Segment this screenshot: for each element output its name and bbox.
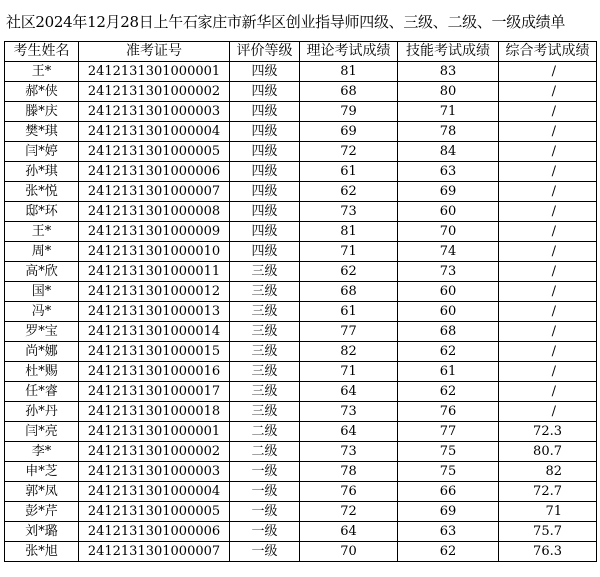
table-row xyxy=(5,322,597,342)
table-row xyxy=(5,502,597,522)
table-row xyxy=(5,182,597,202)
level-cell: 一级 xyxy=(230,482,300,502)
table-row xyxy=(5,262,597,282)
theory-score-cell: 72 xyxy=(300,142,398,162)
level-cell: 三级 xyxy=(230,322,300,342)
skill-score-cell: 69 xyxy=(398,182,499,202)
exam-id-cell: 2412131301000016 xyxy=(79,362,230,382)
comprehensive-score-cell: 82 xyxy=(499,462,597,482)
skill-score-cell: 78 xyxy=(398,122,499,142)
exam-id-cell: 2412131301000002 xyxy=(79,82,230,102)
level-cell: 四级 xyxy=(230,222,300,242)
comprehensive-score-cell: 80.7 xyxy=(499,442,597,462)
header-level: 评价等级 xyxy=(230,42,300,62)
exam-id-cell: 2412131301000014 xyxy=(79,322,230,342)
comprehensive-score-cell: / xyxy=(499,102,597,122)
exam-id-cell: 2412131301000007 xyxy=(79,182,230,202)
candidate-name-cell: 孙*琪 xyxy=(5,162,79,182)
level-cell: 四级 xyxy=(230,102,300,122)
skill-score-cell: 61 xyxy=(398,362,499,382)
candidate-name-cell: 闫*婷 xyxy=(5,142,79,162)
theory-score-cell: 81 xyxy=(300,62,398,82)
skill-score-cell: 62 xyxy=(398,342,499,362)
comprehensive-score-cell: 76.3 xyxy=(499,542,597,562)
table-body xyxy=(5,62,597,562)
level-cell: 三级 xyxy=(230,362,300,382)
table-row xyxy=(5,82,597,102)
theory-score-cell: 76 xyxy=(300,482,398,502)
exam-id-cell: 2412131301000018 xyxy=(79,402,230,422)
candidate-name-cell: 国* xyxy=(5,282,79,302)
level-cell: 一级 xyxy=(230,522,300,542)
candidate-name-cell: 孙*丹 xyxy=(5,402,79,422)
skill-score-cell: 80 xyxy=(398,82,499,102)
exam-id-cell: 2412131301000006 xyxy=(79,522,230,542)
level-cell: 三级 xyxy=(230,402,300,422)
level-cell: 三级 xyxy=(230,342,300,362)
theory-score-cell: 69 xyxy=(300,122,398,142)
exam-id-cell: 2412131301000012 xyxy=(79,282,230,302)
table-row xyxy=(5,122,597,142)
skill-score-cell: 69 xyxy=(398,502,499,522)
comprehensive-score-cell: / xyxy=(499,162,597,182)
candidate-name-cell: 滕*庆 xyxy=(5,102,79,122)
theory-score-cell: 68 xyxy=(300,282,398,302)
level-cell: 四级 xyxy=(230,142,300,162)
level-cell: 三级 xyxy=(230,302,300,322)
score-sheet xyxy=(4,4,596,562)
candidate-name-cell: 罗*宝 xyxy=(5,322,79,342)
level-cell: 四级 xyxy=(230,82,300,102)
table-row xyxy=(5,382,597,402)
candidate-name-cell: 任*睿 xyxy=(5,382,79,402)
table-row xyxy=(5,302,597,322)
candidate-name-cell: 张*旭 xyxy=(5,542,79,562)
comprehensive-score-cell: 75.7 xyxy=(499,522,597,542)
table-row xyxy=(5,522,597,542)
skill-score-cell: 74 xyxy=(398,242,499,262)
theory-score-cell: 73 xyxy=(300,202,398,222)
level-cell: 三级 xyxy=(230,262,300,282)
table-row xyxy=(5,202,597,222)
comprehensive-score-cell: / xyxy=(499,402,597,422)
skill-score-cell: 68 xyxy=(398,322,499,342)
skill-score-cell: 84 xyxy=(398,142,499,162)
skill-score-cell: 66 xyxy=(398,482,499,502)
comprehensive-score-cell: / xyxy=(499,302,597,322)
theory-score-cell: 64 xyxy=(300,522,398,542)
candidate-name-cell: 郝*侠 xyxy=(5,82,79,102)
comprehensive-score-cell: / xyxy=(499,242,597,262)
exam-id-cell: 2412131301000013 xyxy=(79,302,230,322)
comprehensive-score-cell: / xyxy=(499,282,597,302)
theory-score-cell: 79 xyxy=(300,102,398,122)
candidate-name-cell: 闫*亮 xyxy=(5,422,79,442)
table-row xyxy=(5,362,597,382)
exam-id-cell: 2412131301000001 xyxy=(79,422,230,442)
exam-id-cell: 2412131301000002 xyxy=(79,442,230,462)
exam-id-cell: 2412131301000005 xyxy=(79,502,230,522)
theory-score-cell: 62 xyxy=(300,182,398,202)
candidate-name-cell: 邸*环 xyxy=(5,202,79,222)
theory-score-cell: 77 xyxy=(300,322,398,342)
skill-score-cell: 62 xyxy=(398,542,499,562)
level-cell: 四级 xyxy=(230,162,300,182)
theory-score-cell: 73 xyxy=(300,442,398,462)
table-row xyxy=(5,482,597,502)
candidate-name-cell: 王* xyxy=(5,222,79,242)
table-row xyxy=(5,442,597,462)
level-cell: 四级 xyxy=(230,202,300,222)
exam-id-cell: 2412131301000006 xyxy=(79,162,230,182)
level-cell: 四级 xyxy=(230,182,300,202)
theory-score-cell: 61 xyxy=(300,302,398,322)
exam-id-cell: 2412131301000004 xyxy=(79,482,230,502)
comprehensive-score-cell: / xyxy=(499,262,597,282)
exam-id-cell: 2412131301000007 xyxy=(79,542,230,562)
table-row xyxy=(5,222,597,242)
theory-score-cell: 81 xyxy=(300,222,398,242)
candidate-name-cell: 彭*芹 xyxy=(5,502,79,522)
candidate-name-cell: 杜*赐 xyxy=(5,362,79,382)
skill-score-cell: 63 xyxy=(398,522,499,542)
exam-id-cell: 2412131301000017 xyxy=(79,382,230,402)
skill-score-cell: 75 xyxy=(398,462,499,482)
skill-score-cell: 71 xyxy=(398,102,499,122)
candidate-name-cell: 李* xyxy=(5,442,79,462)
skill-score-cell: 62 xyxy=(398,382,499,402)
skill-score-cell: 63 xyxy=(398,162,499,182)
table-row xyxy=(5,142,597,162)
candidate-name-cell: 申*芝 xyxy=(5,462,79,482)
sheet-title: 社区2024年12月28日上午石家庄市新华区创业指导师四级、三级、二级、一级成绩单 xyxy=(6,13,566,31)
theory-score-cell: 64 xyxy=(300,382,398,402)
skill-score-cell: 60 xyxy=(398,302,499,322)
candidate-name-cell: 郭*凤 xyxy=(5,482,79,502)
header-skill-score: 技能考试成绩 xyxy=(398,42,499,62)
exam-id-cell: 2412131301000010 xyxy=(79,242,230,262)
header-row xyxy=(5,42,597,62)
exam-id-cell: 2412131301000008 xyxy=(79,202,230,222)
table-row xyxy=(5,162,597,182)
candidate-name-cell: 尚*娜 xyxy=(5,342,79,362)
comprehensive-score-cell: / xyxy=(499,62,597,82)
theory-score-cell: 78 xyxy=(300,462,398,482)
level-cell: 二级 xyxy=(230,422,300,442)
theory-score-cell: 62 xyxy=(300,262,398,282)
header-name: 考生姓名 xyxy=(5,42,79,62)
header-exam-id: 准考证号 xyxy=(79,42,230,62)
level-cell: 一级 xyxy=(230,462,300,482)
table-row xyxy=(5,282,597,302)
comprehensive-score-cell: / xyxy=(499,222,597,242)
theory-score-cell: 64 xyxy=(300,422,398,442)
skill-score-cell: 76 xyxy=(398,402,499,422)
table-row xyxy=(5,462,597,482)
comprehensive-score-cell: / xyxy=(499,202,597,222)
skill-score-cell: 60 xyxy=(398,202,499,222)
comprehensive-score-cell: / xyxy=(499,142,597,162)
comprehensive-score-cell: / xyxy=(499,362,597,382)
header-theory-score: 理论考试成绩 xyxy=(300,42,398,62)
comprehensive-score-cell: 71 xyxy=(499,502,597,522)
score-table xyxy=(4,41,597,562)
comprehensive-score-cell: / xyxy=(499,322,597,342)
table-row xyxy=(5,102,597,122)
skill-score-cell: 73 xyxy=(398,262,499,282)
skill-score-cell: 77 xyxy=(398,422,499,442)
theory-score-cell: 82 xyxy=(300,342,398,362)
exam-id-cell: 2412131301000003 xyxy=(79,102,230,122)
table-row xyxy=(5,542,597,562)
table-row xyxy=(5,402,597,422)
exam-id-cell: 2412131301000011 xyxy=(79,262,230,282)
exam-id-cell: 2412131301000003 xyxy=(79,462,230,482)
skill-score-cell: 60 xyxy=(398,282,499,302)
theory-score-cell: 70 xyxy=(300,542,398,562)
theory-score-cell: 61 xyxy=(300,162,398,182)
level-cell: 三级 xyxy=(230,282,300,302)
table-row xyxy=(5,242,597,262)
candidate-name-cell: 樊*琪 xyxy=(5,122,79,142)
theory-score-cell: 71 xyxy=(300,362,398,382)
level-cell: 二级 xyxy=(230,442,300,462)
level-cell: 四级 xyxy=(230,242,300,262)
exam-id-cell: 2412131301000004 xyxy=(79,122,230,142)
skill-score-cell: 83 xyxy=(398,62,499,82)
candidate-name-cell: 周* xyxy=(5,242,79,262)
level-cell: 四级 xyxy=(230,122,300,142)
skill-score-cell: 70 xyxy=(398,222,499,242)
candidate-name-cell: 高*欣 xyxy=(5,262,79,282)
table-row xyxy=(5,422,597,442)
skill-score-cell: 75 xyxy=(398,442,499,462)
comprehensive-score-cell: / xyxy=(499,82,597,102)
candidate-name-cell: 冯* xyxy=(5,302,79,322)
theory-score-cell: 68 xyxy=(300,82,398,102)
level-cell: 一级 xyxy=(230,502,300,522)
table-row xyxy=(5,342,597,362)
candidate-name-cell: 王* xyxy=(5,62,79,82)
candidate-name-cell: 张*悦 xyxy=(5,182,79,202)
level-cell: 三级 xyxy=(230,382,300,402)
comprehensive-score-cell: / xyxy=(499,122,597,142)
level-cell: 一级 xyxy=(230,542,300,562)
comprehensive-score-cell: 72.3 xyxy=(499,422,597,442)
candidate-name-cell: 刘*璐 xyxy=(5,522,79,542)
table-row xyxy=(5,62,597,82)
theory-score-cell: 73 xyxy=(300,402,398,422)
comprehensive-score-cell: / xyxy=(499,382,597,402)
exam-id-cell: 2412131301000015 xyxy=(79,342,230,362)
exam-id-cell: 2412131301000001 xyxy=(79,62,230,82)
exam-id-cell: 2412131301000005 xyxy=(79,142,230,162)
comprehensive-score-cell: / xyxy=(499,182,597,202)
comprehensive-score-cell: 72.7 xyxy=(499,482,597,502)
theory-score-cell: 72 xyxy=(300,502,398,522)
level-cell: 四级 xyxy=(230,62,300,82)
comprehensive-score-cell: / xyxy=(499,342,597,362)
header-comprehensive-score: 综合考试成绩 xyxy=(499,42,597,62)
theory-score-cell: 71 xyxy=(300,242,398,262)
exam-id-cell: 2412131301000009 xyxy=(79,222,230,242)
